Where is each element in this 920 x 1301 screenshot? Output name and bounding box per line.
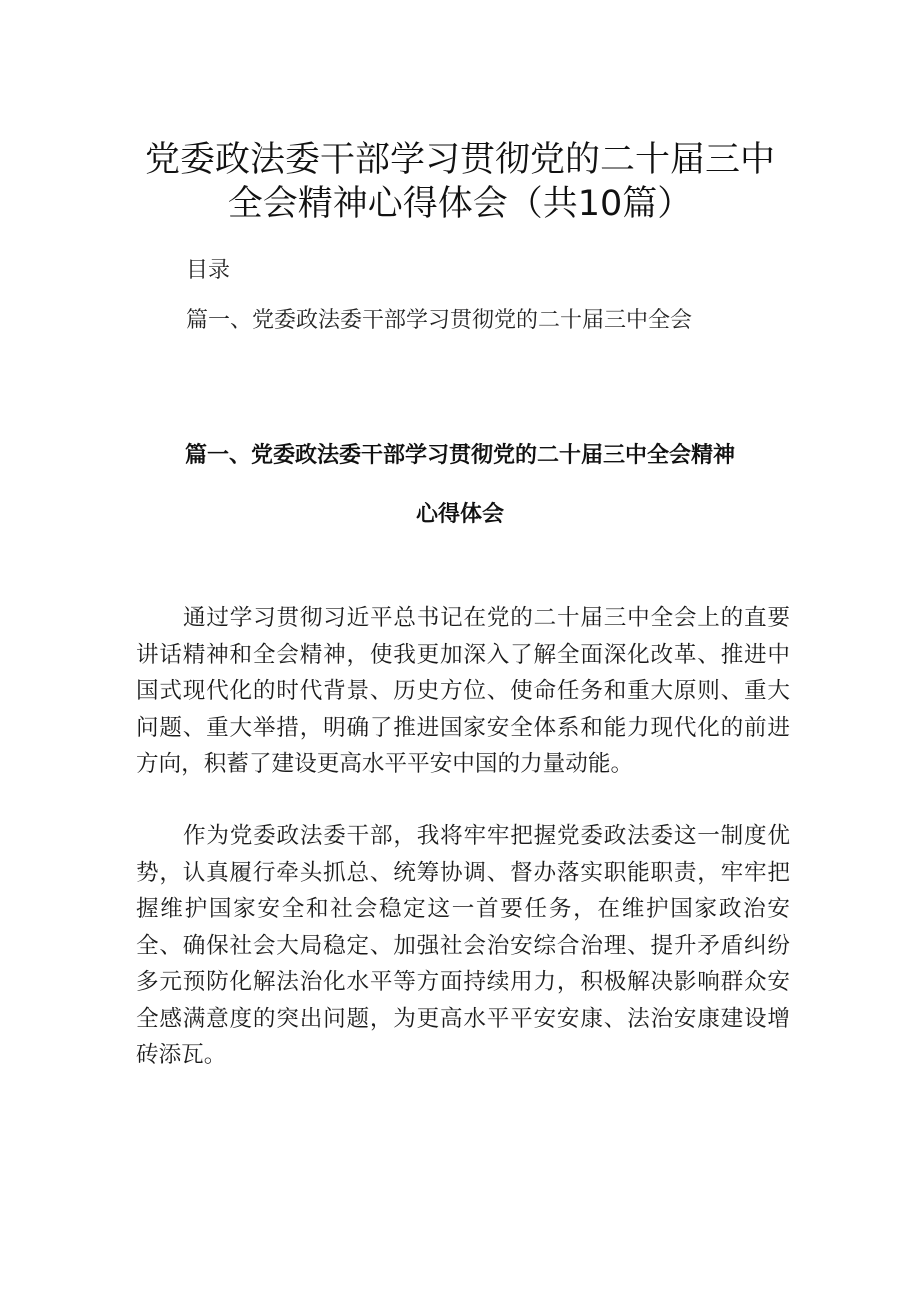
document-title-line2: 全会精神心得体会（共10篇） (227, 184, 693, 224)
body-paragraph-2: 作为党委政法委干部，我将牢牢把握党委政法委这一制度优势，认真履行牵头抓总、统筹协调、督办落实职能职责，牢牢把握维护国家安全和社会稳定这一首要任务，在维护国家政治安全、确保社会大局稳定、加强社会治安综合治理、提升矛盾纠纷多元预防化解法治化水平等方面持续用力，积极解决影响群众安全感满意度的突出问题，为更高水平平安安康、法治安康建设增砖添瓦。 (136, 823, 790, 1068)
section-title-line2: 心得体会 (415, 502, 504, 527)
document-title-line1: 党委政法委干部学习贯彻党的二十届三中 (144, 140, 775, 180)
section-title-line1: 篇一、党委政法委干部学习贯彻党的二十届三中全会精神 (184, 443, 735, 468)
toc-heading: 目录 (186, 258, 231, 283)
body-paragraph-1: 通过学习贯彻习近平总书记在党的二十届三中全会上的直要讲话精神和全会精神，使我更加深入了解全面深化改革、推进中国式现代化的时代背景、历史方位、使命任务和重大原则、重大问题、重大举措，明确了推进国家安全体系和能力现代化的前进方向，积蓄了建设更高水平平安中国的力量动能。 (136, 605, 790, 777)
toc-item-1[interactable]: 篇一、党委政法委干部学习贯彻党的二十届三中全会 (186, 308, 693, 333)
